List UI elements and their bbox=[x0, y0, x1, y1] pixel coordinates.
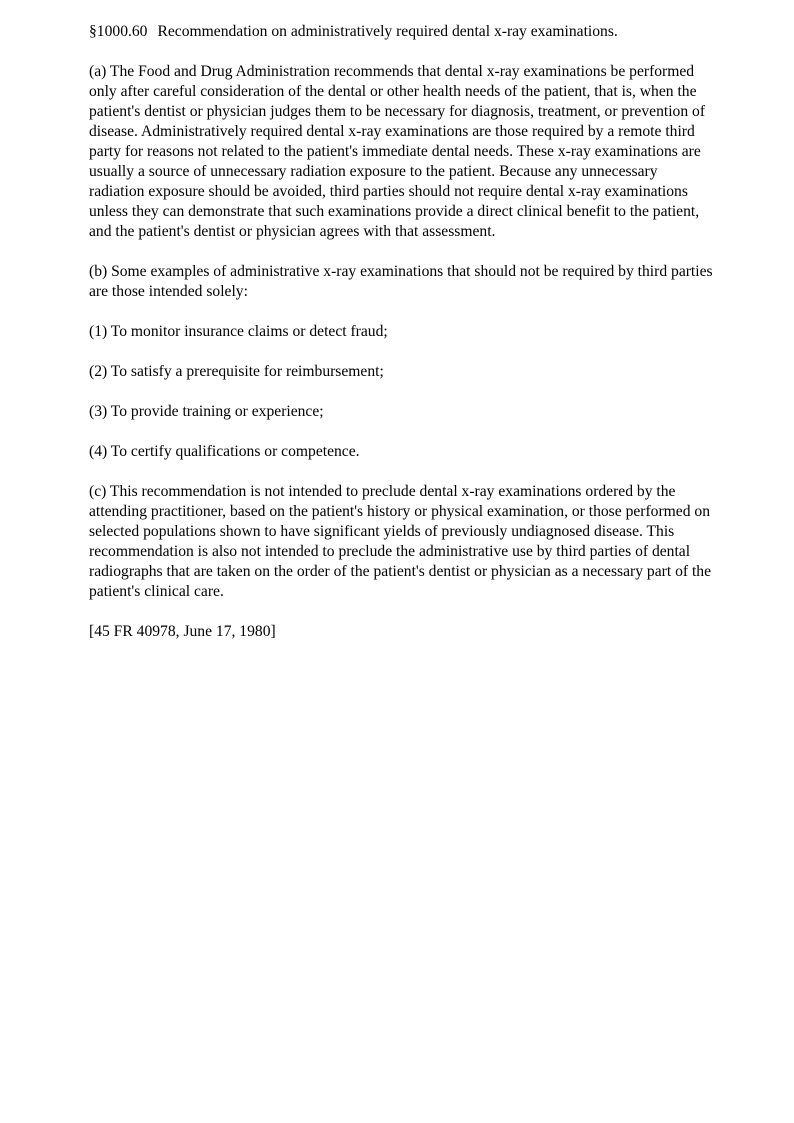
paragraph-b3: (3) To provide training or experience; bbox=[89, 403, 324, 420]
paragraph-c: (c) This recommendation is not intended to preclude dental x-ray examinations ordered by the attending practitioner, based on the patient's history or physical examination, or those performed on selected populations shown to have significant yields of previously undiagnosed disease. This recommendation is also not intended to preclude the administrative use by third parties of dental radiographs that are taken on the order of the patient's dentist or physician as a necessary part of the patient's clinical care. bbox=[89, 483, 712, 600]
paragraph-b1: (1) To monitor insurance claims or detect fraud; bbox=[89, 323, 388, 340]
section-number: §1000.60 bbox=[89, 23, 148, 40]
document-page bbox=[89, 22, 714, 662]
paragraph-b2: (2) To satisfy a prerequisite for reimbursement; bbox=[89, 363, 384, 380]
section-title: Recommendation on administratively required dental x-ray examinations. bbox=[157, 23, 618, 40]
paragraph-b: (b) Some examples of administrative x-ray examinations that should not be required by third parties are those intended solely: bbox=[89, 263, 713, 300]
paragraph-a: (a) The Food and Drug Administration recommends that dental x-ray examinations be performed only after careful consideration of the dental or other health needs of the patient, that is, when the patient's dentist or physician judges them to be necessary for diagnosis, treatment, or prevention of disease. Administratively required dental x-ray examinations are those required by a remote third party for reasons not related to the patient's immediate dental needs. These x-ray examinations are usually a source of unnecessary radiation exposure to the patient. Because any unnecessary radiation exposure should be avoided, third parties should not require dental x-ray examinations unless they can demonstrate that such examinations provide a direct clinical benefit to the patient, and the patient's dentist or physician agrees with that assessment. bbox=[89, 63, 706, 240]
citation: [45 FR 40978, June 17, 1980] bbox=[89, 623, 276, 640]
paragraph-b4: (4) To certify qualifications or competence. bbox=[89, 443, 360, 460]
section-heading bbox=[89, 22, 714, 42]
